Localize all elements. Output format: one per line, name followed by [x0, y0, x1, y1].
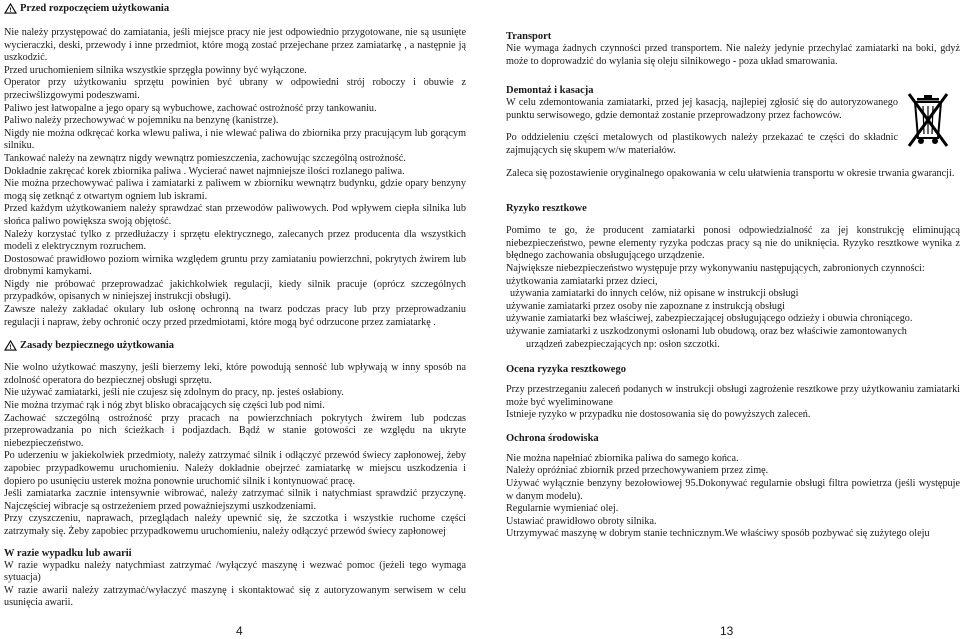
paragraph: Dostosować prawidłowo poziom wirnika względem gruntu przy zamiataniu powierzchni, pokrytych żwirem lub drobnymi kamykami.: [4, 253, 466, 278]
paragraph: Największe niebezpieczeństwo występuje przy wykonywaniu następujących, zabronionych czynności:: [506, 262, 925, 274]
paragraph: Zaleca się pozostawienie oryginalnego opakowania w celu ułatwienia transportu w okresie trwania gwarancji.: [506, 167, 955, 179]
list-item: Należy opróżniać zbiornik przed przechowywaniem przez zimę.: [506, 465, 769, 477]
paragraph: Przy czyszczeniu, naprawach, przeglądach należy upewnić się, że szczotka i wszystkie ruchome części zatrzymały się. Żeby zapobiec przypadkowemu uruchomieniu, należy odłączyć przewód świecy zapłonowej: [4, 513, 466, 537]
paragraph: Nie można przechowywać paliwa i zamiatarki z paliwem w zbiorniku wewnątrz budynku, gdzie opary benzyny mogą się zetknąć z otwartym ogniem lub iskrami.: [4, 178, 466, 202]
paragraph: Przed uruchomieniem silnika wszystkie sprzęgła powinny być wyłączone.: [4, 64, 307, 76]
paragraph: Nigdy nie można odkręcać korka wlewu paliwa, i nie wlewać paliwa do zbiornika przy pracującym lub gorącym silniku.: [4, 127, 466, 152]
transport-heading: Transport: [506, 31, 552, 42]
list-item: Nie można napełniać zbiornika paliwa do samego końca.: [506, 452, 739, 464]
paragraph: W razie awarii należy zatrzymać/wyłaczyć maszynę i skontaktować się z autoryzowanym serwisem w celu usunięcia awarii.: [4, 584, 466, 609]
section-heading-before-use: [4, 2, 466, 15]
section-title: Zasady bezpiecznego użytkowania: [20, 340, 175, 352]
list-item: używanie zamiatarki bez właściwej, zabezpieczającej obsługującego odzieży i obuwia chroniącego.: [506, 313, 913, 325]
paragraph: Przy przestrzeganiu zaleceń podanych w instrukcji obsługi zagrożenie resztkowe przy użytkowaniu zamiatarki może być wyeliminowane: [506, 384, 960, 408]
paragraph: Paliwo należy przechowywać w pojemniku na benzynę (kanistrze).: [4, 115, 279, 127]
section-title: Przed rozpoczęciem użytkowania: [20, 3, 170, 14]
accident-heading: W razie wypadku lub awarii: [4, 547, 132, 559]
paragraph: Zachować szczególną ostrożność przy pracach na powierzchniach pokrytych żwirem lub podczas przeprowadzania po nich ścieżkach i podjazdach. Bądź w stanie gotowości ze względu na ukryte niebezpieczeństwo.: [4, 412, 466, 449]
list-item: używanie zamiatarki przez osoby nie zapoznane z instrukcją obsługi: [506, 300, 785, 312]
paragraph: Po uderzeniu w jakiekolwiek przedmioty, należy zatrzymać silnik i odłączyć przewód świecy zapłonowej, żeby zapobiec przypadkowemu uruchomieniu. Należy dokładnie obejrzeć zamiatarkę w miejscu uszkodzenia i dopiero po usunięciu usterek można ponownie uruchomić silnik i kontynuować pracę.: [4, 450, 466, 487]
crossed-out-bin-icon: [903, 90, 953, 150]
list-item: Utrzymywać maszynę w dobrym stanie technicznym.We właściwy sposób pozbywać się zużytego oleju: [506, 528, 930, 540]
paragraph: Nie należy przystępować do zamiatania, jeśli miejsce pracy nie jest odpowiednio przygotowane, nie są usunięte wycieraczki, deski, przewody i inne przedmiot, które mogą zostać przejechane przez zamiatarkę , a następnie ją uszkodzić.: [4, 27, 466, 64]
svg-text:!: !: [9, 344, 12, 352]
risk-assessment-heading: Ocena ryzyka resztkowego: [506, 364, 626, 376]
list-item: Ustawiać prawidłowo obroty silnika.: [506, 515, 657, 527]
section-heading-safe-use: [4, 339, 466, 352]
paragraph: Nie używać zamiatarki, jeśli nie czujesz się zdolnym do pracy, np. jesteś osłabiony.: [4, 387, 344, 399]
list-item: Regularnie wymieniać olej.: [506, 503, 619, 515]
list-item: urządzeń zabezpieczających np: osłon szczotki.: [526, 338, 720, 350]
paragraph: Paliwo jest łatwopalne a jego opary są wybuchowe, zachować ostrożność przy tankowaniu.: [4, 102, 377, 114]
list-item: Używać wyłącznie benzyny bezołowiowej 95.Dokonywać regularnie obsługi filtra powietrza (jeśli występuje w danym modelu).: [506, 478, 960, 502]
paragraph: Zawsze należy zakładać okulary lub osłonę ochronną na twarz podczas pracy lub przy przeprowadzaniu regulacji i napraw, żeby ochronić oczy przed przedmiotami, które mogą być odrzucone przez zamiatarkę .: [4, 304, 466, 328]
paragraph: Pomimo te go, że producent zamiatarki ponosi odpowiedzialność za jej konstrukcję eliminującą niebezpieczeństwo, pewne elementy ryzyka podczas pracy są nie do uniknięcia. Ryzyko resztkowe wynika z błędnego zachowania obsługującego urządzenie.: [506, 225, 960, 262]
paragraph: W razie wypadku należy natychmiast zatrzymać /wyłączyć maszynę i wezwać pomoc (jeżeli tego wymaga sytuacja): [4, 559, 466, 584]
residual-risk-heading: Ryzyko resztkowe: [506, 203, 587, 215]
paragraph: Jeśli zamiatarka zacznie intensywnie wibrować, należy zatrzymać silnik i natychmiast sprawdzić przyczynę. Najczęściej wibracje są ostrzeżeniem przed poważniejszymi uszkodzeniami.: [4, 488, 466, 512]
paragraph: Nie wymaga żadnych czynności przed transportem. Nie należy jedynie przechylać zamiatarki na boki, gdyż może to doprowadzić do wylania się oleju silnikowego - poza układ smarowania.: [506, 43, 960, 67]
paragraph: Nie można trzymać rąk i nóg zbyt blisko obracających się części lub pod nimi.: [4, 400, 325, 412]
paragraph: Dokładnie zakręcać korek zbiornika paliwa . Wycierać nawet najmniejsze ilości rozlanego paliwa.: [4, 165, 405, 177]
paragraph: Operator przy użytkowaniu sprzętu powinien być ubrany w odpowiedni strój roboczy i obuwie z przeciwślizgowymi podeszwami.: [4, 77, 466, 101]
disassembly-heading: Demontaż i kasacja: [506, 85, 594, 97]
paragraph: Przed każdym użytkowaniem należy sprawdzać stan przewodów paliwowych. Pod wpływem ciepła silnika lub słońca paliwo powiększa swoją objętość.: [4, 203, 466, 227]
paragraph: W celu zdemontowania zamiatarki, przed jej kasacją, najlepiej zgłosić się do autoryzowanego punktu serwisowego, gdzie demontaż zostanie przeprowadzony przez fachowców.: [506, 97, 898, 121]
warning-icon: [4, 3, 17, 14]
paragraph: Tankować należy na zewnątrz nigdy wewnątrz pomieszczenia, zachowując szczególną ostrożność.: [4, 152, 406, 164]
list-item: użytkowania zamiatarki przez dzieci,: [506, 275, 658, 287]
svg-text:!: !: [9, 7, 12, 14]
right-column: [506, 0, 960, 541]
left-column: [4, 0, 466, 610]
paragraph: Istnieje ryzyko w przypadku nie dostosowania się do powyższych zaleceń.: [506, 409, 811, 421]
list-item: używanie zamiatarki z uszkodzonymi osłonami lub obudową, oraz bez właściwie zamontowanych: [506, 325, 907, 337]
paragraph: Nie wolno użytkować maszyny, jeśli bierzemy leki, które powodują senność lub wpływają w inny sposób na zdolność operatora do bezpiecznej obsługi sprzętu.: [4, 362, 466, 386]
list-item: używania zamiatarki do innych celów, niż opisane w instrukcji obsługi: [510, 288, 799, 300]
environment-heading: Ochrona środowiska: [506, 432, 599, 444]
warning-icon: [4, 340, 17, 351]
page-number-right: 13: [720, 624, 734, 638]
paragraph: Po oddzieleniu części metalowych od plastikowych należy przekazać te części do składnic zajmujących się skupem w/w materiałów.: [506, 132, 898, 156]
page-number-left: 4: [236, 624, 243, 638]
paragraph: Należy korzystać tylko z przedłużaczy i sprzętu elektrycznego, zalecanych przez producenta dla wszystkich modeli z elektrycznym rozruchem.: [4, 228, 466, 253]
paragraph: Nigdy nie próbować przeprowadzać jakichkolwiek regulacji, kiedy silnik pracuje (oprócz szczególnych przypadków, opisanych w niniejszej instrukcji obsługi).: [4, 278, 466, 303]
